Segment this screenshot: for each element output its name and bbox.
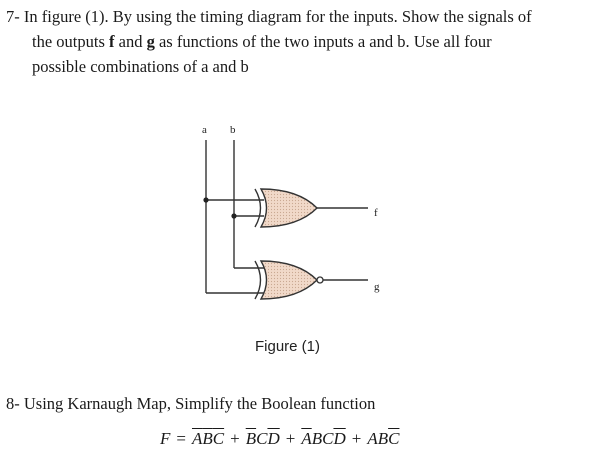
term-2-b-bar: $\overline{B}$	[245, 429, 257, 448]
output-g-bold: g	[146, 32, 155, 51]
formula-lhs: F	[160, 429, 171, 448]
plus-operator: +	[285, 429, 296, 448]
question-7	[6, 4, 612, 79]
term-3-d-bar: $\overline{D}$	[333, 429, 346, 448]
formula-equals: =	[176, 429, 186, 448]
xor-gate	[255, 189, 317, 227]
output-f-bold: f	[109, 32, 115, 51]
term-3-a-bar: $\overline{A}$	[301, 429, 312, 448]
xnor-gate	[255, 261, 323, 299]
text-segment: the outputs	[32, 32, 109, 51]
question-7-number: 7-	[6, 7, 20, 26]
question-7-line-2	[6, 29, 612, 54]
text-segment: as functions of the two inputs a and b. Use all four	[154, 32, 492, 51]
term-4-c-bar: $\overline{C}$	[388, 429, 400, 448]
logic-circuit-diagram	[180, 118, 390, 308]
figure-caption: Figure (1)	[255, 338, 321, 355]
plus-operator: +	[230, 429, 240, 448]
boolean-function	[160, 429, 399, 449]
output-f-label: f	[374, 207, 378, 219]
term-4-ab: AB	[367, 429, 389, 448]
junction-dot	[203, 197, 208, 202]
text-segment: and	[114, 32, 147, 51]
input-a-label: a	[202, 124, 207, 136]
term-3-bc: BC	[311, 429, 334, 448]
output-g-label: g	[374, 281, 380, 293]
term-1-b-bar: $\overline{B}$	[202, 429, 213, 448]
junction-dot	[231, 213, 236, 218]
term-1-c-bar: $\overline{C}$	[212, 429, 225, 448]
term-2-d-bar: $\overline{D}$	[267, 429, 280, 448]
question-7-line-1	[6, 4, 612, 29]
plus-operator: +	[351, 429, 362, 448]
question-7-line-3: possible combinations of a and b	[32, 57, 249, 76]
question-8: 8- Using Karnaugh Map, Simplify the Boolean function	[6, 394, 376, 413]
question-7-line-1-text: In figure (1). By using the timing diagram for the inputs. Show the signals of	[23, 7, 532, 26]
term-1-a-bar: $\overline{A}$	[191, 429, 203, 448]
input-b-label: b	[230, 124, 236, 136]
term-2-c: C	[256, 429, 268, 448]
